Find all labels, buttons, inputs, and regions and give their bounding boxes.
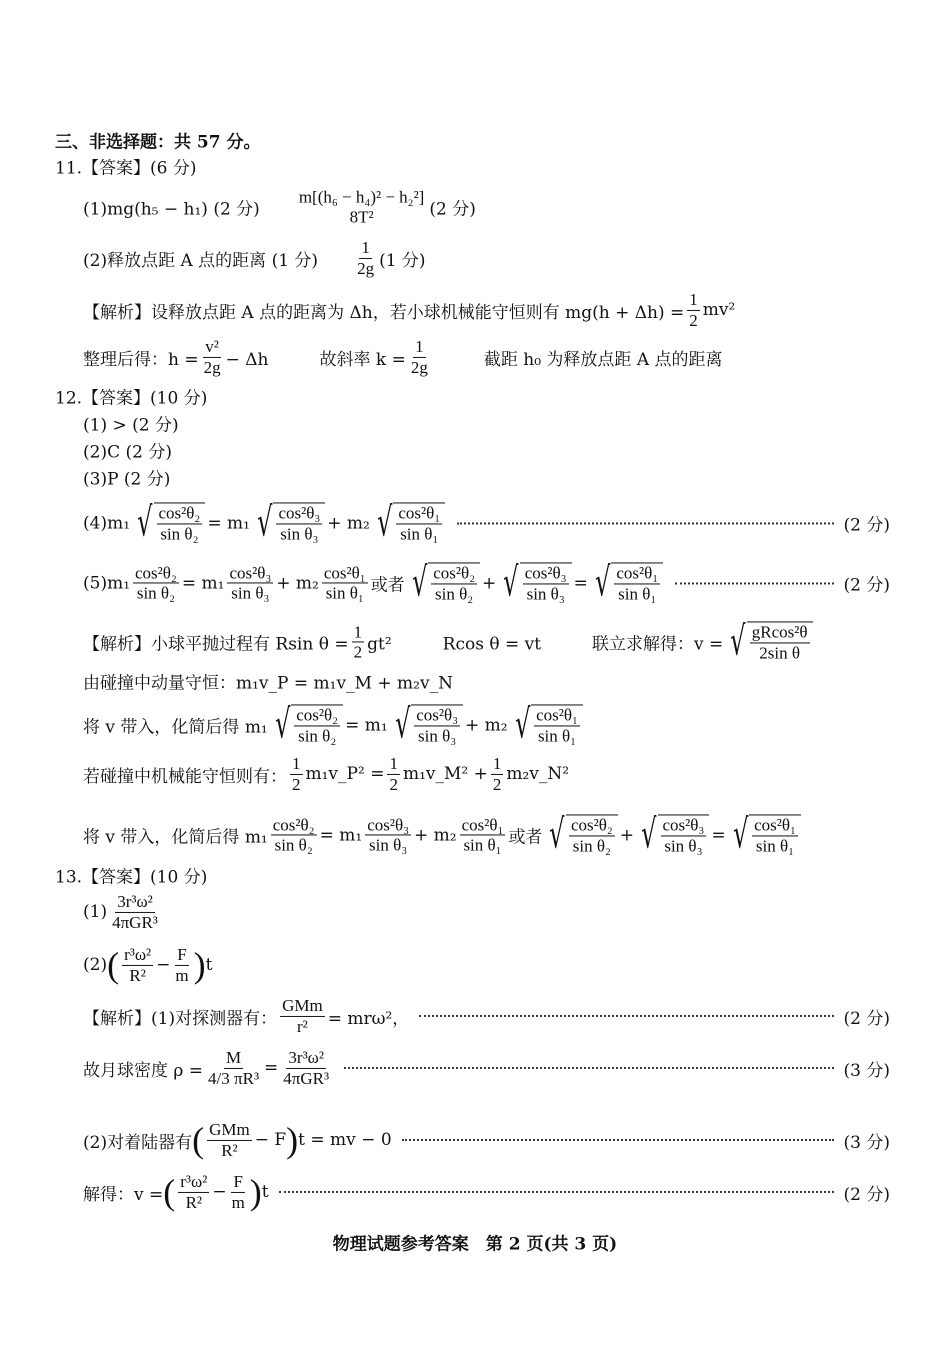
denominator: sin θ₁ [325,583,364,603]
text-segment: = [264,1058,279,1078]
fraction [396,503,442,543]
radical-sign: √ [732,811,748,858]
denominator: sin θ₁ [400,524,439,543]
fraction [523,563,569,603]
text-segment: 或者 [508,827,543,848]
text-segment: m₁v_P² = [305,764,385,784]
text-segment: t [205,955,213,975]
denominator: sin θ₃ [526,584,565,603]
text-line [83,290,735,330]
radicand [428,562,480,603]
numerator: 1 [415,336,424,356]
text-line [83,669,453,694]
text-segment: 13.【答案】(10 分) [55,867,208,888]
text-segment: 截距 h₀ 为释放点距 A 点的距离 [432,349,723,370]
square-root [270,701,343,748]
text-segment: (2)释放点距 A 点的距离 (1 分) [83,250,353,271]
fraction [280,996,325,1036]
fraction [173,945,190,985]
fraction [290,754,303,794]
text-line [83,1120,890,1160]
text-segment: + m₂ [414,825,457,845]
text-line [83,465,170,490]
radicand [393,502,445,543]
text-segment: + [482,573,497,593]
denominator: sin θ₂ [435,584,474,603]
text-segment: 将 v 带入，化简后得 m₁ [83,827,268,848]
fraction [281,1048,331,1088]
text-segment: = mrω²， [327,1008,410,1029]
text-line [83,945,212,985]
numerator: gRcos²θ [751,622,808,642]
fraction [365,815,411,855]
denominator: sin θ₃ [664,836,703,855]
fraction [460,815,506,855]
denominator: 2g [203,357,221,377]
denominator: sin θ₃ [369,835,408,855]
fraction [355,238,376,278]
fraction [534,705,580,745]
square-root [407,559,480,606]
denominator: 2sin θ [759,643,801,662]
radical-sign: √ [514,701,531,748]
numerator: cos²θ₂ [570,815,613,835]
square-root [544,811,617,858]
numerator: cos²θ₁ [616,563,659,583]
radicand [611,562,663,603]
text-segment: 若碰撞中机械能守恒则有： [83,766,287,787]
text-segment: 故月球密度 ρ = [83,1060,204,1081]
text-segment: mv² [702,300,736,320]
numerator: 1 [689,289,698,309]
numerator: cos²θ₁ [398,503,441,523]
denominator: 2 [492,774,502,794]
numerator: cos²θ₂ [433,563,476,583]
text-segment: (1 分) [379,250,426,271]
radical-sign: √ [376,499,393,546]
numerator: cos²θ₁ [754,815,796,835]
denominator: sin θ₃ [418,726,457,745]
text-line [83,892,163,932]
numerator: r³ω² [124,944,152,964]
denominator: 2 [689,310,698,330]
text-line [83,811,803,858]
numerator: F [177,944,187,964]
radicand [531,704,583,745]
numerator: 1 [389,753,398,773]
fraction [178,1172,209,1212]
denominator: sin θ₂ [274,835,313,855]
fraction [110,892,160,932]
text-segment: = [573,573,588,593]
denominator: sin θ₃ [231,583,270,603]
text-line [83,701,585,748]
numerator: 1 [492,753,502,773]
numerator: 1 [292,753,301,773]
text-segment: + [619,825,635,845]
fraction [661,815,707,855]
text-segment: 物理试题参考答案 第 2 页(共 3 页) [332,1234,618,1255]
text-line [55,154,197,179]
square-root [636,811,709,858]
text-line [83,754,569,794]
radical-sign: √ [411,559,428,606]
fraction [133,563,179,603]
numerator: cos²θ₃ [278,503,321,523]
text-segment: m₂v_N² [506,764,570,784]
text-segment: + m₂ [465,715,508,735]
fraction [352,622,365,662]
denominator: 2g [357,258,375,278]
radical-sign: √ [394,701,411,748]
fraction [569,815,615,855]
text-line [83,187,476,226]
fraction [276,503,322,543]
radical-sign: √ [549,811,565,858]
numerator: cos²θ₃ [416,705,459,725]
numerator: cos²θ₃ [367,814,410,834]
text-segment: + m₂ [276,573,319,593]
text-segment: 解得：v = [83,1184,164,1205]
dotted-leader [419,1015,833,1017]
numerator: F [233,1171,243,1191]
text-segment: t = mv − 0 [298,1130,392,1150]
denominator: 2 [292,774,301,794]
fraction [431,563,477,603]
denominator: 4/3 πR³ [208,1068,260,1088]
radical-sign: √ [730,618,746,665]
denominator: m [175,965,189,985]
text-segment: (5)m₁ [83,573,131,593]
text-segment: − F [254,1130,287,1150]
parenthesis: ) [193,945,206,985]
fraction [687,290,700,330]
text-line [83,559,890,606]
radicand [154,502,206,543]
text-segment: (2 分) [429,199,476,220]
square-root [725,618,812,665]
fraction [491,754,504,794]
score-label: (2 分) [843,575,890,596]
radicand [411,704,463,745]
text-segment: 或者 [370,575,405,596]
radicand [291,704,343,745]
numerator: cos²θ₃ [662,815,705,835]
fraction [322,563,368,603]
text-segment: = m₁ [345,715,388,735]
denominator: sin θ₂ [298,726,337,745]
denominator: 8T² [349,207,374,226]
parenthesis: ( [163,1172,176,1212]
text-segment: 【解析】小球平抛过程有 Rsin θ = [83,634,349,655]
numerator: cos²θ₃ [524,563,567,583]
numerator: 1 [361,237,370,257]
denominator: sin θ₁ [537,726,577,745]
radicand [749,814,801,855]
square-root [372,499,445,546]
text-segment: = m₁ [181,573,225,593]
numerator: GMm [282,995,323,1015]
radicand [566,814,618,855]
numerator: cos²θ₁ [461,814,504,834]
fraction [227,563,273,603]
text-line [83,337,723,377]
square-root [510,701,583,748]
text-segment: − [212,1182,227,1202]
denominator: sin θ₂ [136,583,176,603]
radical-sign: √ [137,499,153,546]
score-label: (2 分) [843,515,890,536]
numerator: v² [205,336,219,356]
radical-sign: √ [503,559,519,606]
numerator: m[(h₆ − h₄)² − h₂²] [298,187,425,207]
text-segment: 【解析】设释放点距 A 点的距离为 Δh，若小球机械能守恒则有 mg(h + Δh) = [83,302,685,323]
fraction [414,705,460,745]
text-line [83,438,172,463]
fraction [157,503,203,543]
text-line [83,499,890,546]
text-segment: (4)m₁ [83,513,131,533]
dotted-leader [344,1067,833,1069]
denominator: m [231,1192,245,1212]
text-segment: (1)mg(h₅ − h₁) (2 分) [83,199,294,220]
denominator: r² [297,1016,308,1036]
radical-sign: √ [594,559,611,606]
text-line [55,863,207,888]
text-segment: 11.【答案】(6 分) [55,158,197,179]
denominator: sin θ₁ [618,584,657,603]
text-line [83,238,426,278]
numerator: 1 [353,621,363,641]
text-segment: (2)对着陆器有 [83,1132,193,1153]
text-line [83,1048,890,1088]
square-root [390,701,463,748]
score-label: (3 分) [843,1132,890,1153]
numerator: cos²θ₂ [135,562,177,582]
square-root [590,559,663,606]
text-segment: 三、非选择题：共 57 分。 [55,132,261,153]
radical-sign: √ [641,811,657,858]
text-line [55,384,207,409]
dotted-leader [675,582,833,584]
square-root [498,559,571,606]
fraction [297,187,427,226]
parenthesis: ) [286,1120,299,1160]
denominator: R² [221,1140,238,1160]
fraction [230,1172,247,1212]
radical-sign: √ [274,701,291,748]
fraction [750,622,810,662]
numerator: 3r³ω² [288,1047,324,1067]
numerator: cos²θ₁ [536,705,578,725]
denominator: 2 [353,642,363,662]
text-segment: = m₁ [319,825,363,845]
text-line [83,618,815,665]
fraction [122,945,153,985]
denominator: 2g [410,357,428,377]
denominator: 4πGR³ [112,912,158,932]
text-segment: (2)C (2 分) [83,442,172,463]
text-segment: t [261,1182,269,1202]
denominator: sin θ₂ [572,836,611,855]
parenthesis: ( [192,1120,205,1160]
square-root [132,499,205,546]
dotted-leader [402,1139,834,1141]
fraction [271,815,317,855]
denominator: sin θ₃ [280,524,319,543]
denominator: sin θ₁ [755,836,795,855]
numerator: M [225,1047,242,1067]
parenthesis: ( [107,945,120,985]
fraction [202,337,223,377]
text-segment: 将 v 带入，化简后得 m₁ [83,717,268,738]
radicand [273,502,325,543]
numerator: cos²θ₁ [323,562,366,582]
denominator: 2 [389,774,398,794]
score-label: (2 分) [843,1008,890,1029]
score-label: (3 分) [843,1060,890,1081]
fraction [752,815,798,855]
text-line [83,1172,890,1212]
text-line [55,128,261,153]
text-segment: (1) [83,902,108,922]
numerator: cos²θ₂ [158,503,201,523]
text-segment: = [711,825,726,845]
text-segment: + m₂ [327,513,370,533]
text-line [83,411,179,436]
text-segment: (3)P (2 分) [83,469,171,490]
radical-sign: √ [257,499,273,546]
text-segment: 12.【答案】(10 分) [55,388,208,409]
text-segment: 整理后得：h = [83,349,199,370]
fraction [207,1120,252,1160]
numerator: 3r³ω² [117,891,153,911]
square-root [728,811,801,858]
text-segment: − Δh 故斜率 k = [225,349,406,370]
text-segment: m₁v_M² + [402,764,488,784]
denominator: R² [185,1192,202,1212]
numerator: GMm [209,1119,250,1139]
fraction [387,754,400,794]
dotted-leader [279,1191,834,1193]
fraction [294,705,340,745]
radicand [747,621,813,662]
numerator: r³ω² [180,1171,208,1191]
text-segment: 【解析】(1)对探测器有： [83,1008,278,1029]
parenthesis: ) [249,1172,262,1212]
radicand [520,562,572,603]
text-segment: (1) > (2 分) [83,415,179,436]
numerator: cos²θ₃ [229,562,272,582]
dotted-leader [457,522,833,524]
fraction [614,563,660,603]
denominator: 4πGR³ [283,1068,330,1088]
numerator: cos²θ₂ [272,814,315,834]
text-segment: (2) [83,955,108,975]
text-segment: = m₁ [207,513,250,533]
numerator: cos²θ₂ [296,705,339,725]
text-segment: gt² Rcos θ = vt 联立求解得：v = [367,634,724,655]
text-line [83,996,890,1036]
denominator: sin θ₂ [160,524,199,543]
denominator: R² [129,965,146,985]
fraction [206,1048,261,1088]
text-segment: 由碰撞中动量守恒：m₁v_P = m₁v_M + m₂v_N [83,673,453,694]
text-segment: − [156,955,171,975]
text-line [0,1230,950,1255]
denominator: sin θ₁ [463,835,502,855]
radicand [658,814,710,855]
score-label: (2 分) [843,1184,890,1205]
square-root [252,499,325,546]
fraction [409,337,430,377]
